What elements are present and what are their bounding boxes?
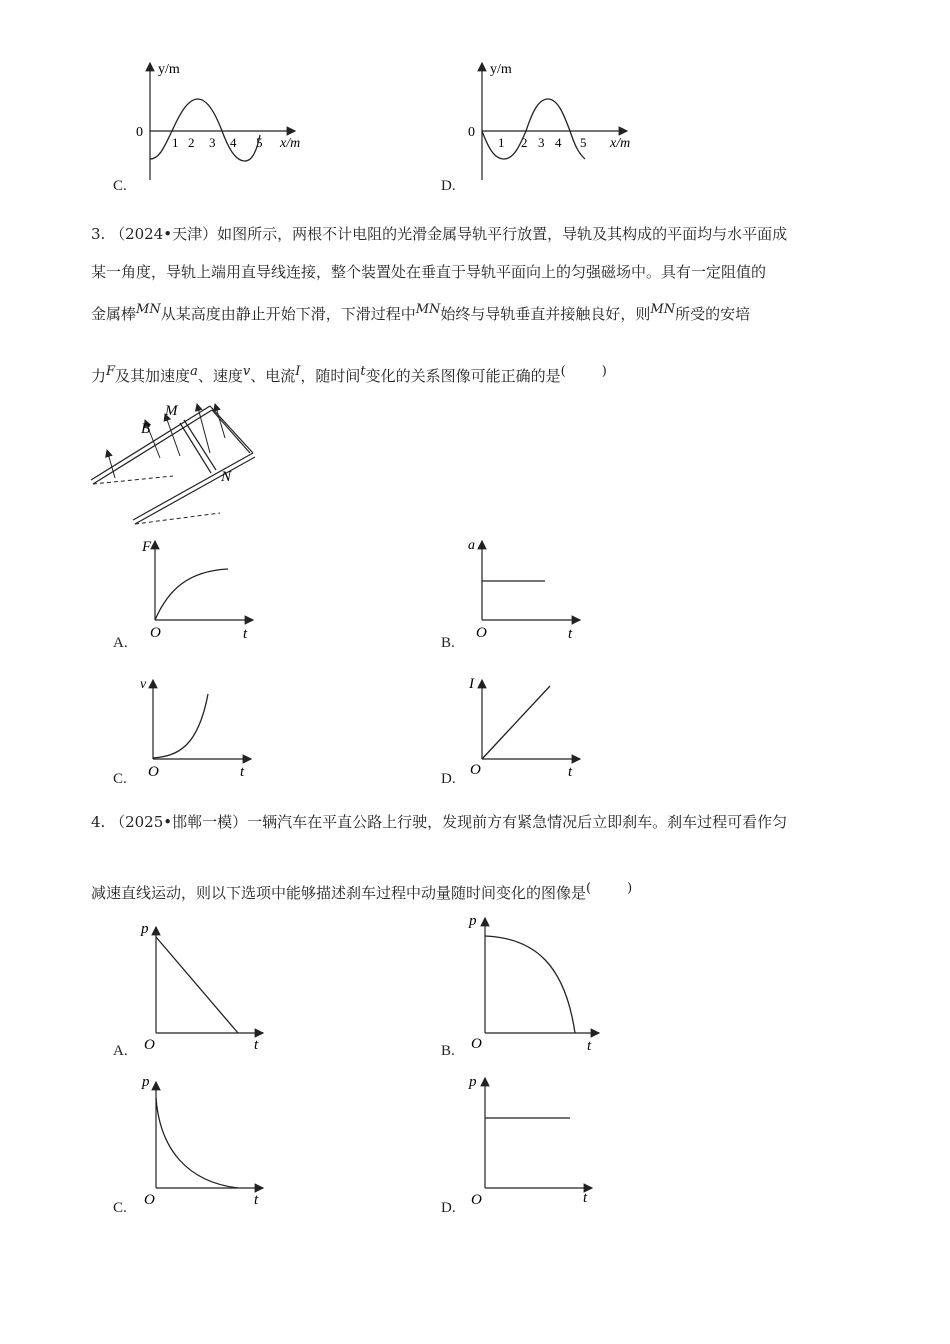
tick-2: 2 <box>521 135 528 150</box>
label-n: N <box>221 469 232 485</box>
curve <box>155 569 228 620</box>
label-b: B <box>141 421 151 437</box>
graph-i-t <box>465 672 585 782</box>
x-axis-label: t <box>240 764 245 780</box>
graph-p-t-c <box>138 1070 268 1208</box>
x-axis-label: t <box>568 626 573 642</box>
graph-a-t <box>465 535 585 645</box>
option-label: A. <box>113 1043 128 1059</box>
y-axis-label: p <box>469 1074 477 1090</box>
wave-graph-c <box>136 55 330 185</box>
curve <box>156 937 238 1033</box>
option-label: D. <box>441 178 456 194</box>
tick-4: 4 <box>230 135 237 150</box>
q3-line-2: 某一角度，导轨上端用直导线连接，整个装置处在垂直于导轨平面向上的匀强磁场中。具有一定阻值的 <box>91 263 767 281</box>
tick-2: 2 <box>188 135 195 150</box>
origin-label: O <box>470 762 481 778</box>
y-axis-label: p <box>469 913 477 929</box>
x-axis-label: t <box>568 764 573 780</box>
origin-label: O <box>150 625 161 641</box>
x-axis-label: t <box>587 1038 592 1054</box>
y-axis-label: v <box>140 677 147 692</box>
origin-label: 0 <box>136 125 143 140</box>
graph-p-t-a <box>138 915 268 1053</box>
q4-line-1: 4. （2025•邯郸一模）一辆汽车在平直公路上行驶，发现前方有紧急情况后立即刹车。刹车过程可看作匀 <box>91 813 788 831</box>
tick-4: 4 <box>555 135 562 150</box>
origin-label: O <box>148 764 159 780</box>
rail-diagram <box>85 398 285 528</box>
tick-5: 5 <box>580 135 587 150</box>
y-axis-label: a <box>468 538 475 553</box>
origin-label: 0 <box>468 125 475 140</box>
origin-label: O <box>144 1192 155 1208</box>
wave-curve <box>150 99 260 161</box>
option-label: D. <box>441 1200 456 1216</box>
tick-1: 1 <box>172 135 179 150</box>
x-axis-label: t <box>254 1192 259 1208</box>
option-label: B. <box>441 1043 455 1059</box>
q3-line-4: 力$^F$及其加速度$^a$、速度$^v$、电流$^I$，随时间$^t$变化的关系图像可能正确的是( ) <box>91 364 607 385</box>
x-axis-label: x/m <box>280 136 301 151</box>
x-axis-label: x/m <box>610 136 631 151</box>
q4-line-2: 减速直线运动，则以下选项中能够描述刹车过程中动量随时间变化的图像是( ) <box>91 881 633 902</box>
y-axis-label: F <box>142 539 152 555</box>
option-label: C. <box>113 771 127 787</box>
y-axis-label: p <box>142 1074 150 1090</box>
graph-v-t <box>138 672 258 782</box>
tick-3: 3 <box>209 135 216 150</box>
origin-label: O <box>476 625 487 641</box>
tick-1: 1 <box>498 135 505 150</box>
graph-f-t <box>138 535 258 645</box>
q3-line-3: 金属棒$^{MN}$从某高度由静止开始下滑，下滑过程中$^{MN}$始终与导轨垂直并接触良好，则$^{MN}$所受的安培 <box>91 302 751 323</box>
wave-graph-d <box>470 55 660 185</box>
curve <box>482 686 550 759</box>
option-label: C. <box>113 1200 127 1216</box>
option-label: C. <box>113 178 127 194</box>
graph-p-t-b <box>465 910 605 1054</box>
q3-line-1: 3. （2024•天津）如图所示，两根不计电阻的光滑金属导轨平行放置，导轨及其构成的平面均与水平面成 <box>91 225 788 243</box>
y-axis-label: p <box>141 921 149 937</box>
y-axis-label: y/m <box>490 62 512 77</box>
x-axis-label: t <box>583 1190 588 1206</box>
origin-label: O <box>471 1192 482 1208</box>
y-axis-label: y/m <box>158 62 180 77</box>
tick-5: 5 <box>256 135 263 150</box>
option-label: D. <box>441 771 456 787</box>
curve <box>485 936 575 1033</box>
y-axis-label: I <box>469 676 474 692</box>
option-label: A. <box>113 635 128 651</box>
origin-label: O <box>471 1036 482 1052</box>
curve <box>156 1098 238 1188</box>
origin-label: O <box>144 1037 155 1053</box>
tick-3: 3 <box>538 135 545 150</box>
graph-p-t-d <box>465 1070 600 1208</box>
x-axis-label: t <box>243 626 248 642</box>
wave-curve <box>482 99 585 159</box>
label-m: M <box>165 403 178 419</box>
option-label: B. <box>441 635 455 651</box>
x-axis-label: t <box>254 1037 259 1053</box>
curve <box>153 694 208 758</box>
